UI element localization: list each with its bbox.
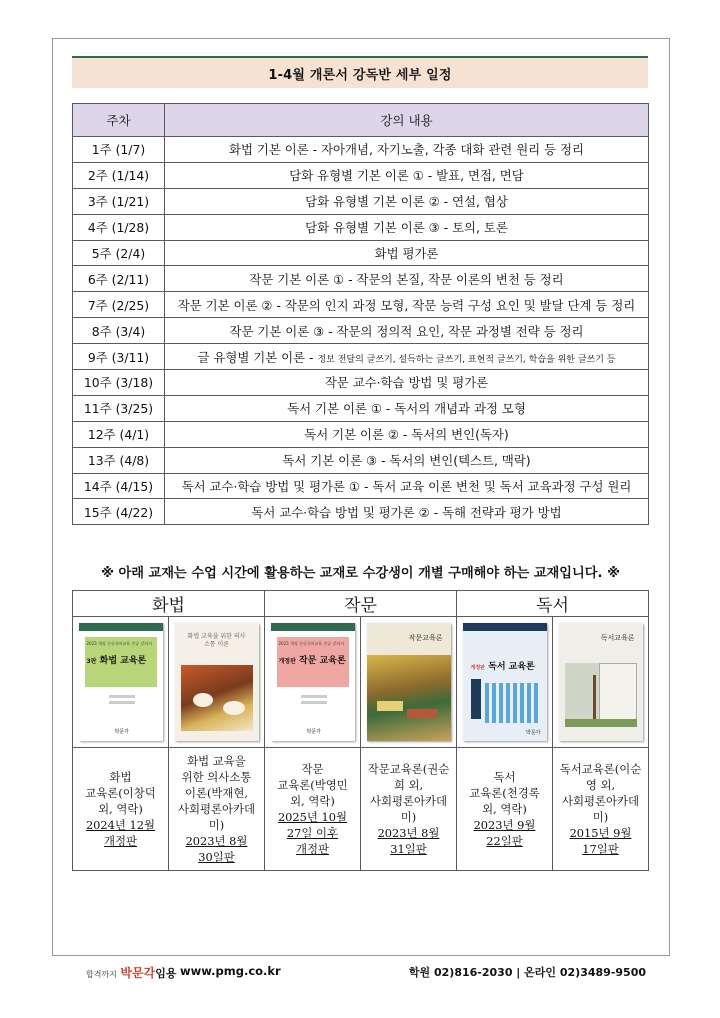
week-cell: 2주 (1/14) — [73, 162, 165, 188]
week-cell: 6주 (2/11) — [73, 266, 165, 292]
week-cell: 13주 (4/8) — [73, 447, 165, 473]
book-cover-image: 화법 교육을 위한 의사소통 이론 — [175, 623, 259, 741]
website-url[interactable]: www.pmg.co.kr — [180, 964, 281, 978]
schedule-row — [73, 266, 649, 292]
category-speech: 화법 — [73, 591, 265, 617]
textbook-cover-cell — [169, 617, 265, 748]
book-cover-image: 작문교육론 — [367, 623, 451, 741]
content-cell: 독서 교수·학습 방법 및 평가론 ① - 독서 교육 이론 변천 및 독서 교육과정 구성 원리 — [165, 473, 649, 499]
content-cell: 독서 기본 이론 ② - 독서의 변인(독자) — [165, 421, 649, 447]
header-week: 주차 — [73, 104, 165, 137]
content-cell: 작문 기본 이론 ② - 작문의 인지 과정 모형, 작문 능력 구성 요인 및 발달 단계 등 정리 — [165, 292, 649, 318]
textbook-cover-cell — [553, 617, 649, 748]
week-cell: 5주 (2/4) — [73, 240, 165, 266]
schedule-row — [73, 447, 649, 473]
schedule-row — [73, 370, 649, 396]
footer — [86, 962, 646, 982]
book-cover-image: 2023 개정 중등국어교육 전공 강의서 3판 화법 교육론 박문각 — [79, 623, 163, 741]
schedule-row — [73, 188, 649, 214]
week-cell: 9주 (3/11) — [73, 344, 165, 370]
textbook-caption: 독서 교육론(천경록 외, 역락) 2023년 9월 22일판 — [457, 748, 553, 871]
textbook-cover-cell — [457, 617, 553, 748]
week-cell: 4주 (1/28) — [73, 214, 165, 240]
week-cell: 1주 (1/7) — [73, 137, 165, 163]
textbook-category-row — [73, 591, 649, 617]
schedule-table — [72, 103, 649, 525]
textbook-table — [72, 590, 649, 871]
schedule-row — [73, 421, 649, 447]
schedule-row — [73, 473, 649, 499]
textbook-caption: 작문 교육론(박영민 외, 역락) 2025년 10월 27일 이후 개정판 — [265, 748, 361, 871]
schedule-row — [73, 395, 649, 421]
page-title: 1-4월 개론서 강독반 세부 일정 — [72, 56, 648, 88]
schedule-row — [73, 137, 649, 163]
textbook-caption: 독서교육론(이순 영 외, 사회평론아카데 미) 2015년 9월 17일판 — [553, 748, 649, 871]
week-cell: 7주 (2/25) — [73, 292, 165, 318]
content-cell: 화법 평가론 — [165, 240, 649, 266]
week-cell: 12주 (4/1) — [73, 421, 165, 447]
week-cell: 15주 (4/22) — [73, 499, 165, 525]
textbook-cover-row — [73, 617, 649, 748]
content-cell: 작문 기본 이론 ③ - 작문의 정의적 요인, 작문 과정별 전략 등 정리 — [165, 318, 649, 344]
content-cell: 작문 기본 이론 ① - 작문의 본질, 작문 이론의 변천 등 정리 — [165, 266, 649, 292]
schedule-header-row — [73, 104, 649, 137]
week-cell: 3주 (1/21) — [73, 188, 165, 214]
content-cell: 독서 기본 이론 ① - 독서의 개념과 과정 모형 — [165, 395, 649, 421]
week-cell: 10주 (3/18) — [73, 370, 165, 396]
week-cell: 14주 (4/15) — [73, 473, 165, 499]
schedule-row — [73, 292, 649, 318]
book-cover-image: 독서교육론 — [559, 623, 643, 741]
schedule-row — [73, 214, 649, 240]
schedule-row — [73, 499, 649, 525]
content-cell: 담화 유형별 기본 이론 ② - 연설, 협상 — [165, 188, 649, 214]
content-cell: 화법 기본 이론 - 자아개념, 자기노출, 각종 대화 관련 원리 등 정리 — [165, 137, 649, 163]
schedule-row — [73, 344, 649, 370]
schedule-row — [73, 162, 649, 188]
content-cell: 독서 기본 이론 ③ - 독서의 변인(텍스트, 맥락) — [165, 447, 649, 473]
week-cell: 8주 (3/4) — [73, 318, 165, 344]
header-content: 강의 내용 — [165, 104, 649, 137]
textbook-cover-cell — [361, 617, 457, 748]
content-cell: 글 유형별 기본 이론 - 정보 전달의 글쓰기, 설득하는 글쓰기, 표현적 글쓰기, 학습을 위한 글쓰기 등 — [165, 344, 649, 370]
category-reading: 독서 — [457, 591, 649, 617]
content-cell: 작문 교수·학습 방법 및 평가론 — [165, 370, 649, 396]
textbook-caption-row — [73, 748, 649, 871]
textbook-caption: 화법 교육론(이창덕 외, 역락) 2024년 12월 개정판 — [73, 748, 169, 871]
schedule-row — [73, 318, 649, 344]
textbook-notice: ※ 아래 교재는 수업 시간에 활용하는 교재로 수강생이 개별 구매해야 하는 교재입니다. ※ — [101, 566, 620, 581]
content-cell: 독서 교수·학습 방법 및 평가론 ② - 독해 전략과 평가 방법 — [165, 499, 649, 525]
content-cell: 담화 유형별 기본 이론 ① - 발표, 면접, 면담 — [165, 162, 649, 188]
textbook-caption: 작문교육론(권순 희 외, 사회평론아카데 미) 2023년 8월 31일판 — [361, 748, 457, 871]
book-cover-image: 개정판 독서 교육론 박문각 — [463, 623, 547, 741]
textbook-caption: 화법 교육을 위한 의사소통 이론(박재현, 사회평론아카데 미) 2023년 8월 30일판 — [169, 748, 265, 871]
textbook-cover-cell — [265, 617, 361, 748]
brand-logo: 합격까지 박문각임용 — [86, 966, 177, 980]
schedule-row — [73, 240, 649, 266]
textbook-cover-cell — [73, 617, 169, 748]
week-cell: 11주 (3/25) — [73, 395, 165, 421]
content-cell: 담화 유형별 기본 이론 ③ - 토의, 토론 — [165, 214, 649, 240]
contact-info: 학원 02)816-2030 | 온라인 02)3489-9500 — [408, 966, 646, 979]
category-writing: 작문 — [265, 591, 457, 617]
book-cover-image: 2023 개정 중등국어교육 전공 강의서 개정판 작문 교육론 박문각 — [271, 623, 355, 741]
